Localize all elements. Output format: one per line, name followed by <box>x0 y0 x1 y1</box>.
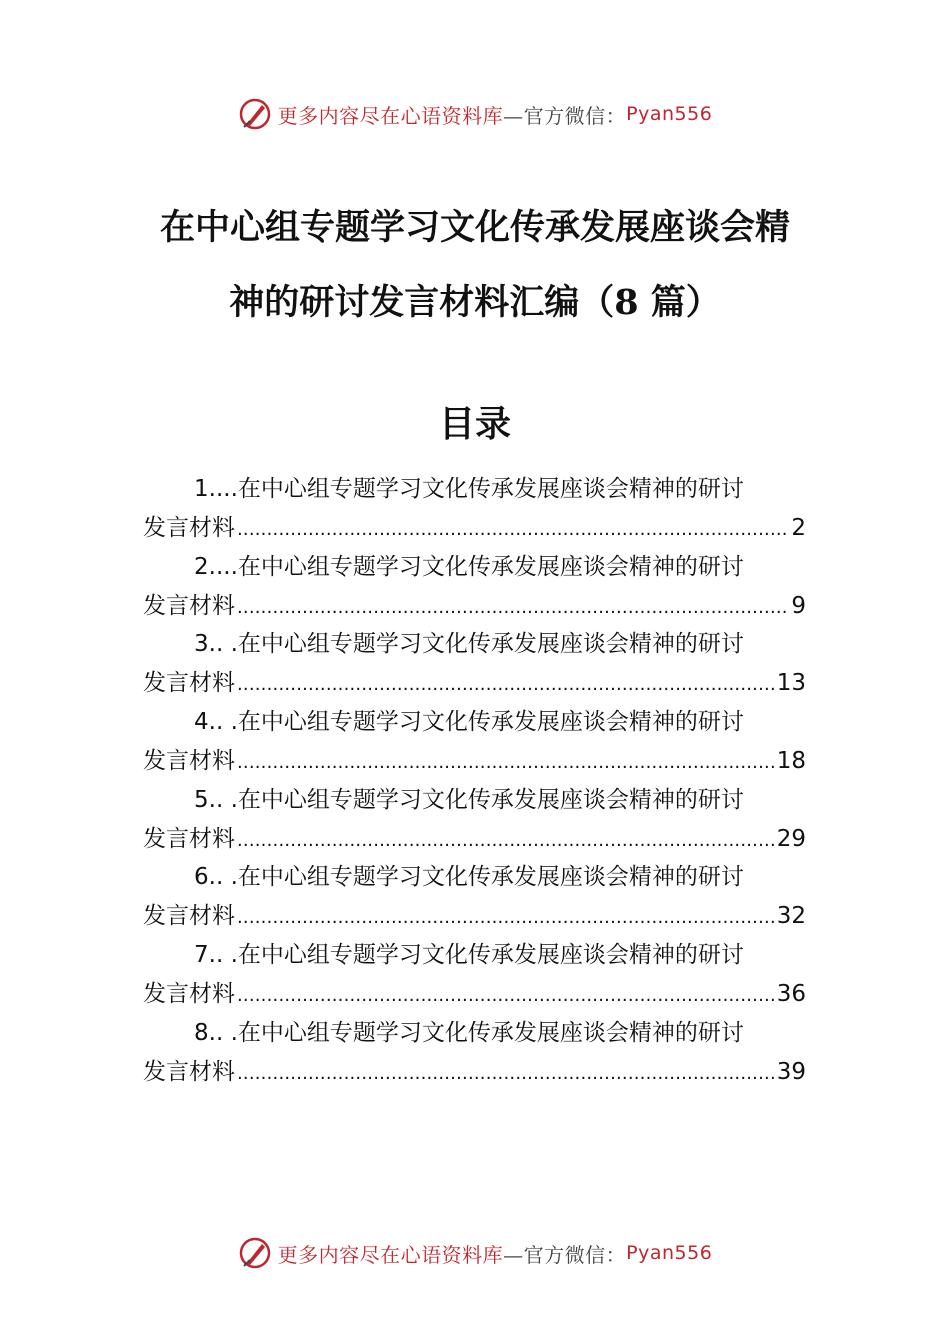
toc-page-number: 9 <box>791 592 806 619</box>
toc-entry-prefix: 2.... <box>194 553 238 580</box>
toc-heading: 目录 <box>438 403 511 445</box>
toc-entry-title: 在中心组专题学习文化传承发展座谈会精神的研讨 <box>237 709 744 736</box>
banner-wechat-label: —官方微信： <box>503 1242 627 1267</box>
toc-entry-title-cont: 发言材料 <box>143 903 235 930</box>
toc-entry-title-cont: 发言材料 <box>143 670 235 697</box>
banner-brand-text: 更多内容尽在心语资料库 <box>277 1242 504 1267</box>
toc-entry-title-cont: 发言材料 <box>143 747 235 774</box>
toc-entry-2[interactable] <box>143 548 806 626</box>
document-title-line-2: 神的研讨发言材料汇编（8 篇） <box>229 282 721 323</box>
toc-entry-prefix: 5.. . <box>194 786 238 813</box>
toc-entry-3[interactable] <box>143 625 806 703</box>
toc-entry-6[interactable] <box>143 858 806 936</box>
toc-entry-7[interactable] <box>143 936 806 1014</box>
quill-logo-icon <box>238 1236 272 1270</box>
toc-dot-leader <box>237 511 789 550</box>
toc-entry-title-cont: 发言材料 <box>143 825 235 852</box>
toc-entry-title: 在中心组专题学习文化传承发展座谈会精神的研讨 <box>237 942 744 969</box>
banner-wechat-id: Pyan556 <box>626 103 713 125</box>
header-banner <box>0 94 950 134</box>
toc-page-number: 32 <box>776 903 806 930</box>
toc-entry-title: 在中心组专题学习文化传承发展座谈会精神的研讨 <box>237 631 744 658</box>
toc-entry-prefix: 6.. . <box>194 864 238 891</box>
toc-entry-1[interactable] <box>143 470 806 548</box>
toc-entry-title-cont: 发言材料 <box>143 980 235 1007</box>
toc-dot-leader <box>237 589 789 628</box>
toc-list <box>143 470 806 1092</box>
toc-entry-title: 在中心组专题学习文化传承发展座谈会精神的研讨 <box>237 476 744 502</box>
toc-dot-leader <box>237 666 775 705</box>
toc-dot-leader <box>237 977 775 1016</box>
toc-page-number: 13 <box>776 670 806 697</box>
toc-entry-prefix: 3.. . <box>194 631 238 658</box>
toc-entry-title-cont: 发言材料 <box>143 1058 235 1085</box>
toc-page-number: 36 <box>776 980 806 1007</box>
footer-banner <box>0 1233 950 1273</box>
toc-entry-title: 在中心组专题学习文化传承发展座谈会精神的研讨 <box>237 1019 744 1046</box>
toc-entry-title-cont: 发言材料 <box>143 514 235 541</box>
quill-logo-icon <box>238 97 272 131</box>
toc-dot-leader <box>237 744 775 783</box>
toc-page-number: 18 <box>776 747 806 774</box>
toc-entry-title: 在中心组专题学习文化传承发展座谈会精神的研讨 <box>237 864 744 891</box>
toc-entry-title: 在中心组专题学习文化传承发展座谈会精神的研讨 <box>237 786 744 813</box>
toc-entry-5[interactable] <box>143 781 806 859</box>
toc-entry-prefix: 1.... <box>194 476 238 502</box>
toc-entry-title: 在中心组专题学习文化传承发展座谈会精神的研讨 <box>237 553 744 580</box>
toc-entry-prefix: 8.. . <box>194 1019 238 1046</box>
document-title-line-1: 在中心组专题学习文化传承发展座谈会精 <box>159 207 790 248</box>
toc-page-number: 29 <box>776 825 806 852</box>
banner-brand-text: 更多内容尽在心语资料库 <box>277 103 504 128</box>
toc-dot-leader <box>237 822 775 861</box>
toc-entry-4[interactable] <box>143 703 806 781</box>
toc-entry-prefix: 7.. . <box>194 942 238 969</box>
toc-entry-prefix: 4.. . <box>194 709 238 736</box>
banner-wechat-label: —官方微信： <box>503 103 627 128</box>
toc-dot-leader <box>237 899 775 938</box>
toc-entry-title-cont: 发言材料 <box>143 592 235 619</box>
toc-dot-leader <box>237 1055 775 1094</box>
toc-page-number: 2 <box>791 514 806 541</box>
toc-page-number: 39 <box>776 1058 806 1085</box>
toc-entry-8[interactable] <box>143 1014 806 1092</box>
banner-wechat-id: Pyan556 <box>626 1242 713 1264</box>
